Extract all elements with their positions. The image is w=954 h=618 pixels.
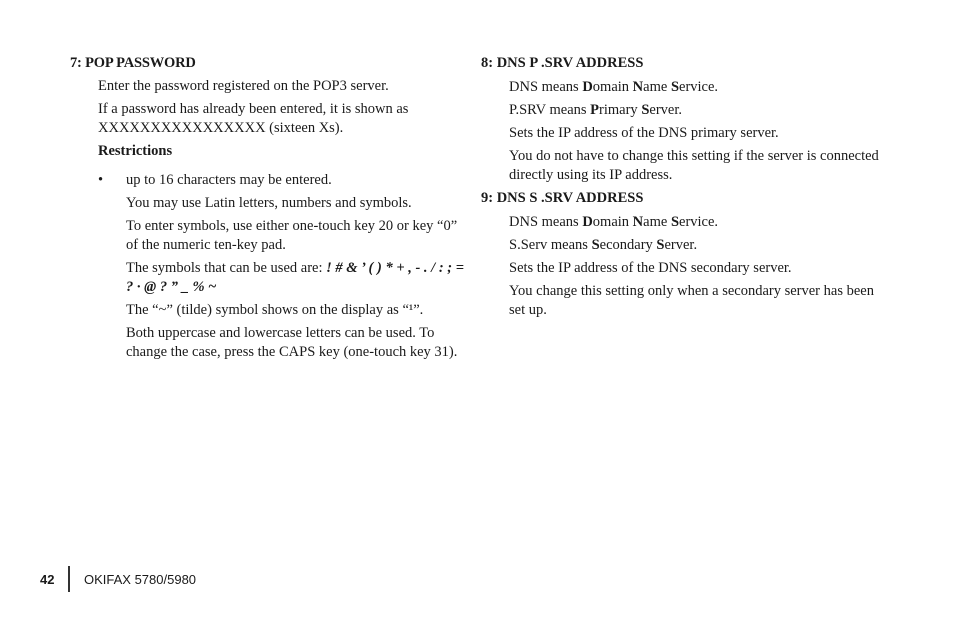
dns-definition-secondary xyxy=(509,213,881,232)
restrictions-heading: Restrictions xyxy=(98,143,173,159)
dns-letter-n: N xyxy=(632,214,644,230)
psrv-letter-p: P xyxy=(590,102,600,118)
psrv-word-primary: rimary xyxy=(599,102,642,118)
sserv-letter-s: S xyxy=(591,237,600,253)
dns-word-name: ame xyxy=(643,79,671,95)
secondary-server-note: You change this setting only when a secondary server has been set up. xyxy=(509,283,874,318)
pop-password-instruction: Enter the password registered on the POP3 server. xyxy=(98,78,389,94)
pop-password-heading: 7: POP PASSWORD xyxy=(70,55,196,71)
sserv-word-secondary: econdary xyxy=(599,237,657,253)
primary-server-note: You do not have to change this setting if the server is connected directly using its IP address. xyxy=(509,148,879,183)
dns-letter-d: D xyxy=(582,79,593,95)
right-column xyxy=(481,54,881,324)
product-name: OKIFAX 5780/5980 xyxy=(84,571,197,587)
dns-secondary-heading: 9: DNS S .SRV ADDRESS xyxy=(481,190,644,206)
dns-primary-heading: 8: DNS P .SRV ADDRESS xyxy=(481,55,644,71)
left-column xyxy=(70,54,465,366)
restriction-bullet-item xyxy=(98,171,465,190)
bullet-icon: • xyxy=(98,172,104,188)
psrv-letter-s: S xyxy=(641,102,650,118)
dns-definition-primary xyxy=(509,78,881,97)
pop-password-existing-note: If a password has already been entered, it is shown as XXXXXXXXXXXXXXXX (sixteen Xs). xyxy=(98,101,409,136)
page-number: 42 xyxy=(40,571,55,587)
allowed-symbols-note xyxy=(126,259,465,297)
dns-word-domain: omain xyxy=(592,214,633,230)
psrv-word-server: erver. xyxy=(649,102,682,118)
dns-letter-s: S xyxy=(670,214,680,230)
allowed-symbols-prefix: The symbols that can be used are: xyxy=(126,260,327,276)
sserv-letter-s2: S xyxy=(656,237,665,253)
dns-definition-prefix: DNS means xyxy=(509,214,583,230)
psrv-definition xyxy=(509,101,881,120)
dns-letter-d: D xyxy=(582,214,593,230)
footer-divider xyxy=(68,566,70,592)
dns-word-name: ame xyxy=(643,214,671,230)
sserv-definition xyxy=(509,236,881,255)
latin-letters-note: You may use Latin letters, numbers and symbols. xyxy=(126,195,412,211)
dns-letter-s: S xyxy=(670,79,680,95)
sserv-prefix: S.Serv means xyxy=(509,237,592,253)
dns-word-service: ervice. xyxy=(679,214,719,230)
dns-definition-prefix: DNS means xyxy=(509,79,583,95)
secondary-server-description: Sets the IP address of the DNS secondary server. xyxy=(509,260,792,276)
sserv-word-server: erver. xyxy=(664,237,698,253)
restriction-bullet-text: up to 16 characters may be entered. xyxy=(126,172,332,188)
enter-symbols-note: To enter symbols, use either one-touch key 20 or key “0” of the numeric ten-key pad. xyxy=(126,218,458,253)
page-footer xyxy=(40,566,196,592)
psrv-prefix: P.SRV means xyxy=(509,102,591,118)
case-change-note: Both uppercase and lowercase letters can be used. To change the case, press the CAPS key (one-touch key 31). xyxy=(126,325,458,360)
dns-word-service: ervice. xyxy=(679,79,719,95)
tilde-display-note: The “~” (tilde) symbol shows on the display as “¹”. xyxy=(126,302,424,318)
dns-word-domain: omain xyxy=(592,79,633,95)
primary-server-description: Sets the IP address of the DNS primary server. xyxy=(509,125,779,141)
allowed-symbols-list: ! # & ’ ( ) * + , - . / : ; = ? · @ ? ” _ % ~ xyxy=(126,260,464,295)
dns-letter-n: N xyxy=(632,79,644,95)
